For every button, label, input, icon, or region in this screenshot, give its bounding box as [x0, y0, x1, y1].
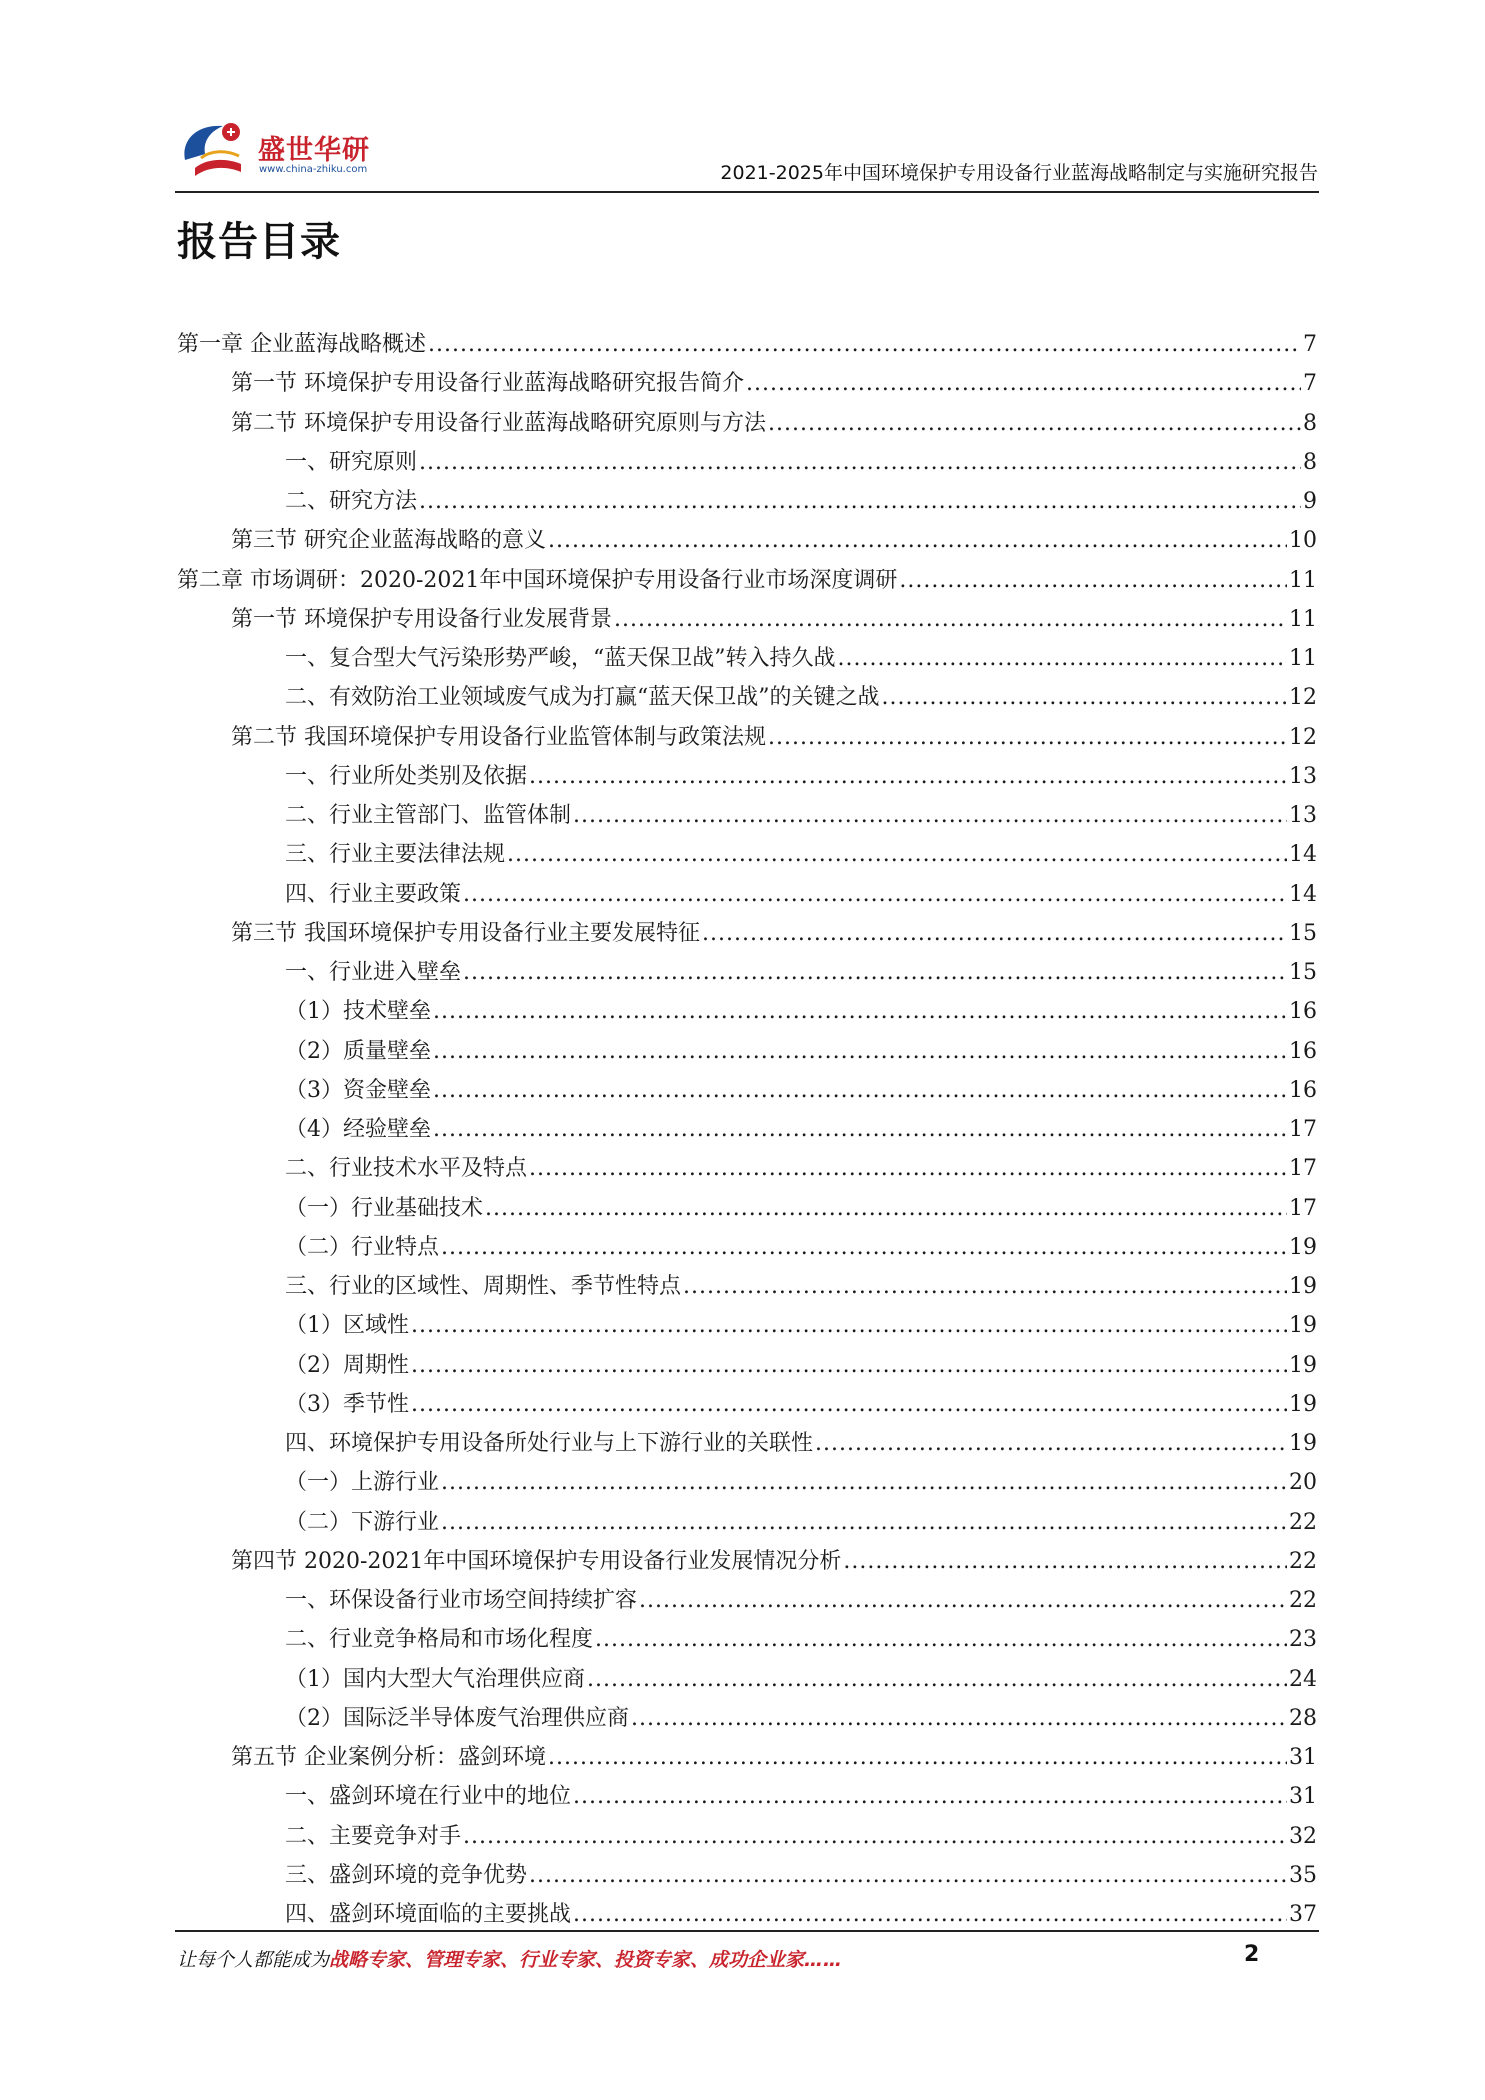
toc-dot-leader: [428, 325, 1301, 364]
report-title: 2021-2025年中国环境保护专用设备行业蓝海战略制定与实施研究报告: [720, 162, 1318, 184]
toc-dot-leader: [639, 1581, 1287, 1620]
toc-entry-page: 17: [1289, 1117, 1317, 1142]
toc-dot-leader: [433, 992, 1287, 1031]
toc-dot-leader: [587, 1660, 1287, 1699]
toc-entry-label: 四、行业主要政策: [285, 881, 462, 907]
toc-entry-label: 一、研究原则: [285, 449, 418, 475]
toc-dot-leader: [548, 521, 1287, 560]
header-divider: [175, 191, 1319, 193]
footer-slogan: [177, 1945, 842, 1972]
toc-entry-label: 三、盛剑环境的竞争优势: [285, 1862, 528, 1888]
toc-dot-leader: [768, 718, 1287, 757]
toc-entry-page: 19: [1289, 1352, 1317, 1378]
toc-entry-label: （2）质量壁垒: [285, 1038, 431, 1064]
toc-entry-label: （二）下游行业: [285, 1509, 440, 1535]
toc-entry-page: 14: [1289, 881, 1317, 907]
toc-entry-label: （3）资金壁垒: [285, 1077, 431, 1103]
toc-dot-leader: [815, 1424, 1287, 1463]
toc-dot-leader: [411, 1385, 1287, 1424]
toc-dot-leader: [843, 1542, 1287, 1581]
toc-entry-label: 第五节 企业案例分析：盛剑环境: [231, 1745, 546, 1770]
toc-entry[interactable]: [177, 1346, 1317, 1385]
page-heading: 报告目录: [177, 219, 341, 265]
footer-slogan-roles: 战略专家、管理专家、行业专家、投资专家、成功企业家……: [329, 1949, 843, 1971]
toc-entry-label: 第一节 环境保护专用设备行业蓝海战略研究报告简介: [231, 371, 744, 397]
toc-entry-label: 第二章 市场调研：2020-2021年中国环境保护专用设备行业市场深度调研: [177, 567, 898, 593]
toc-dot-leader: [548, 1738, 1287, 1777]
toc-entry[interactable]: [177, 992, 1317, 1031]
toc-entry-page: 16: [1289, 1077, 1317, 1103]
toc-entry-page: 8: [1303, 410, 1317, 436]
toc-entry[interactable]: [177, 1071, 1317, 1110]
toc-dot-leader: [746, 364, 1301, 403]
toc-dot-leader: [433, 1110, 1287, 1149]
toc-entry-label: 一、行业所处类别及依据: [285, 763, 528, 789]
toc-entry[interactable]: [177, 718, 1317, 757]
toc-entry-page: 17: [1289, 1195, 1317, 1221]
toc-entry-label: 第一节 环境保护专用设备行业发展背景: [231, 606, 612, 632]
toc-entry[interactable]: [177, 1110, 1317, 1149]
toc-dot-leader: [702, 914, 1287, 953]
toc-entry-page: 17: [1289, 1156, 1317, 1182]
toc-dot-leader: [573, 796, 1287, 835]
toc-entry-label: 四、盛剑环境面临的主要挑战: [285, 1902, 572, 1927]
toc-entry-page: 28: [1289, 1705, 1317, 1731]
toc-dot-leader: [485, 1189, 1287, 1228]
toc-entry[interactable]: [177, 1267, 1317, 1306]
toc-entry-label: 二、行业竞争格局和市场化程度: [285, 1627, 594, 1653]
toc-entry-label: 三、行业的区域性、周期性、季节性特点: [285, 1274, 682, 1299]
toc-entry[interactable]: [177, 1581, 1317, 1620]
toc-dot-leader: [433, 1071, 1287, 1110]
toc-entry[interactable]: [177, 482, 1317, 521]
toc-dot-leader: [595, 1620, 1287, 1659]
toc-entry[interactable]: [177, 796, 1317, 835]
toc-entry-label: （一）上游行业: [285, 1470, 440, 1496]
toc-entry-label: 二、行业主管部门、监管体制: [285, 803, 572, 828]
toc-entry[interactable]: [177, 404, 1317, 443]
toc-entry-page: 12: [1289, 724, 1317, 750]
toc-entry-label: （2）国际泛半导体废气治理供应商: [285, 1705, 629, 1731]
toc-entry[interactable]: [177, 521, 1317, 560]
toc-entry[interactable]: [177, 757, 1317, 796]
toc-entry[interactable]: [177, 1228, 1317, 1267]
toc-entry-label: 二、行业技术水平及特点: [285, 1156, 528, 1182]
toc-entry-page: 22: [1289, 1548, 1317, 1574]
toc-dot-leader: [614, 600, 1287, 639]
logo-text: 盛世华研: [258, 135, 370, 166]
toc-dot-leader: [899, 561, 1287, 600]
toc-dot-leader: [838, 639, 1288, 678]
toc-entry-label: 一、盛剑环境在行业中的地位: [285, 1784, 572, 1810]
toc-entry[interactable]: [177, 1463, 1317, 1502]
toc-entry[interactable]: [177, 1503, 1317, 1542]
table-of-contents: [177, 325, 1317, 1934]
toc-entry-page: 31: [1289, 1784, 1317, 1810]
toc-entry-label: （1）国内大型大气治理供应商: [285, 1666, 585, 1692]
toc-dot-leader: [411, 1346, 1287, 1385]
toc-entry[interactable]: [177, 1149, 1317, 1188]
toc-entry[interactable]: [177, 1620, 1317, 1659]
toc-entry-page: 13: [1289, 803, 1317, 828]
toc-entry-page: 23: [1289, 1627, 1317, 1653]
toc-entry[interactable]: [177, 1306, 1317, 1345]
toc-dot-leader: [419, 482, 1301, 521]
toc-dot-leader: [631, 1699, 1287, 1738]
toc-entry-label: 第三节 研究企业蓝海战略的意义: [231, 528, 546, 554]
toc-entry-page: 12: [1289, 685, 1317, 711]
toc-entry-label: （1）区域性: [285, 1313, 409, 1339]
toc-entry[interactable]: [177, 1542, 1317, 1581]
logo-url: www.china-zhiku.com: [259, 164, 368, 175]
toc-dot-leader: [573, 1777, 1287, 1816]
toc-entry-page: 32: [1289, 1823, 1317, 1849]
toc-entry-page: 31: [1289, 1745, 1317, 1770]
toc-dot-leader: [768, 404, 1301, 443]
toc-entry-page: 22: [1289, 1509, 1317, 1535]
toc-entry[interactable]: [177, 1817, 1317, 1856]
toc-dot-leader: [441, 1463, 1287, 1502]
toc-entry-page: 15: [1289, 960, 1317, 985]
toc-entry-page: 10: [1289, 528, 1317, 554]
toc-entry-page: 13: [1289, 763, 1317, 789]
toc-entry[interactable]: [177, 875, 1317, 914]
toc-entry-page: 9: [1303, 489, 1317, 514]
toc-entry[interactable]: [177, 1699, 1317, 1738]
toc-entry[interactable]: [177, 325, 1317, 364]
toc-entry-page: 7: [1303, 371, 1317, 397]
toc-dot-leader: [529, 1149, 1287, 1188]
toc-entry-page: 37: [1289, 1902, 1317, 1927]
toc-entry-page: 22: [1289, 1588, 1317, 1613]
toc-entry-page: 16: [1289, 1038, 1317, 1064]
toc-entry-page: 11: [1289, 567, 1317, 593]
toc-entry[interactable]: [177, 1032, 1317, 1071]
toc-entry[interactable]: [177, 1660, 1317, 1699]
toc-entry-label: 二、研究方法: [285, 489, 418, 514]
toc-entry[interactable]: [177, 914, 1317, 953]
toc-entry[interactable]: [177, 1895, 1317, 1934]
toc-entry[interactable]: [177, 600, 1317, 639]
toc-entry-page: 11: [1289, 606, 1317, 632]
toc-dot-leader: [507, 835, 1287, 874]
toc-dot-leader: [463, 953, 1287, 992]
toc-dot-leader: [411, 1306, 1287, 1345]
toc-entry[interactable]: [177, 1777, 1317, 1816]
toc-entry-page: 15: [1289, 920, 1317, 946]
toc-dot-leader: [529, 1856, 1287, 1895]
toc-entry-label: （2）周期性: [285, 1352, 409, 1378]
toc-entry[interactable]: [177, 1424, 1317, 1463]
toc-entry[interactable]: [177, 835, 1317, 874]
toc-entry-label: 一、复合型大气污染形势严峻，“蓝天保卫战”转入持久战: [285, 646, 836, 671]
toc-entry-label: （1）技术壁垒: [285, 999, 431, 1025]
toc-entry[interactable]: [177, 953, 1317, 992]
toc-entry-page: 19: [1289, 1313, 1317, 1339]
toc-entry-page: 20: [1289, 1470, 1317, 1496]
toc-dot-leader: [573, 1895, 1287, 1934]
toc-entry[interactable]: [177, 639, 1317, 678]
toc-entry-label: （一）行业基础技术: [285, 1195, 484, 1221]
toc-entry-label: 第一章 企业蓝海战略概述: [177, 332, 426, 357]
toc-entry-page: 16: [1289, 999, 1317, 1025]
toc-entry-label: 二、主要竞争对手: [285, 1823, 462, 1849]
toc-entry-page: 35: [1289, 1862, 1317, 1888]
toc-entry[interactable]: [177, 1189, 1317, 1228]
toc-entry-label: 四、环境保护专用设备所处行业与上下游行业的关联性: [285, 1431, 814, 1456]
page-number: 2: [1244, 1942, 1260, 1967]
toc-entry-label: 第二节 环境保护专用设备行业蓝海战略研究原则与方法: [231, 410, 766, 436]
toc-entry[interactable]: [177, 1856, 1317, 1895]
toc-entry-page: 14: [1289, 842, 1317, 868]
toc-entry-page: 19: [1289, 1431, 1317, 1456]
toc-entry-page: 7: [1303, 332, 1317, 357]
toc-entry-label: （4）经验壁垒: [285, 1117, 431, 1142]
toc-entry-label: 一、环保设备行业市场空间持续扩容: [285, 1588, 638, 1613]
toc-entry-page: 24: [1289, 1666, 1317, 1692]
toc-entry[interactable]: [177, 1738, 1317, 1777]
toc-dot-leader: [441, 1228, 1287, 1267]
toc-dot-leader: [463, 875, 1287, 914]
toc-entry-page: 11: [1289, 646, 1317, 671]
toc-entry[interactable]: [177, 443, 1317, 482]
toc-entry-page: 8: [1303, 449, 1317, 475]
toc-dot-leader: [683, 1267, 1287, 1306]
toc-entry-page: 19: [1289, 1234, 1317, 1260]
toc-entry-label: 一、行业进入壁垒: [285, 960, 462, 985]
toc-dot-leader: [441, 1503, 1287, 1542]
footer-divider: [175, 1930, 1319, 1932]
toc-dot-leader: [433, 1032, 1287, 1071]
toc-entry-label: 第二节 我国环境保护专用设备行业监管体制与政策法规: [231, 724, 766, 750]
toc-entry-label: （二）行业特点: [285, 1234, 440, 1260]
footer-slogan-lead: 让每个人都能成为: [177, 1949, 330, 1971]
toc-entry-page: 19: [1289, 1391, 1317, 1417]
toc-dot-leader: [419, 443, 1301, 482]
toc-dot-leader: [882, 678, 1288, 717]
toc-entry-label: 二、有效防治工业领域废气成为打赢“蓝天保卫战”的关键之战: [285, 685, 880, 711]
toc-dot-leader: [463, 1817, 1287, 1856]
toc-entry-page: 19: [1289, 1274, 1317, 1299]
toc-entry-label: （3）季节性: [285, 1391, 409, 1417]
toc-entry[interactable]: [177, 1385, 1317, 1424]
toc-dot-leader: [529, 757, 1287, 796]
toc-entry[interactable]: [177, 678, 1317, 717]
toc-entry-label: 第三节 我国环境保护专用设备行业主要发展特征: [231, 920, 700, 946]
toc-entry[interactable]: [177, 364, 1317, 403]
toc-entry-label: 三、行业主要法律法规: [285, 842, 506, 868]
toc-entry[interactable]: [177, 561, 1317, 600]
toc-entry-label: 第四节 2020-2021年中国环境保护专用设备行业发展情况分析: [231, 1548, 842, 1574]
